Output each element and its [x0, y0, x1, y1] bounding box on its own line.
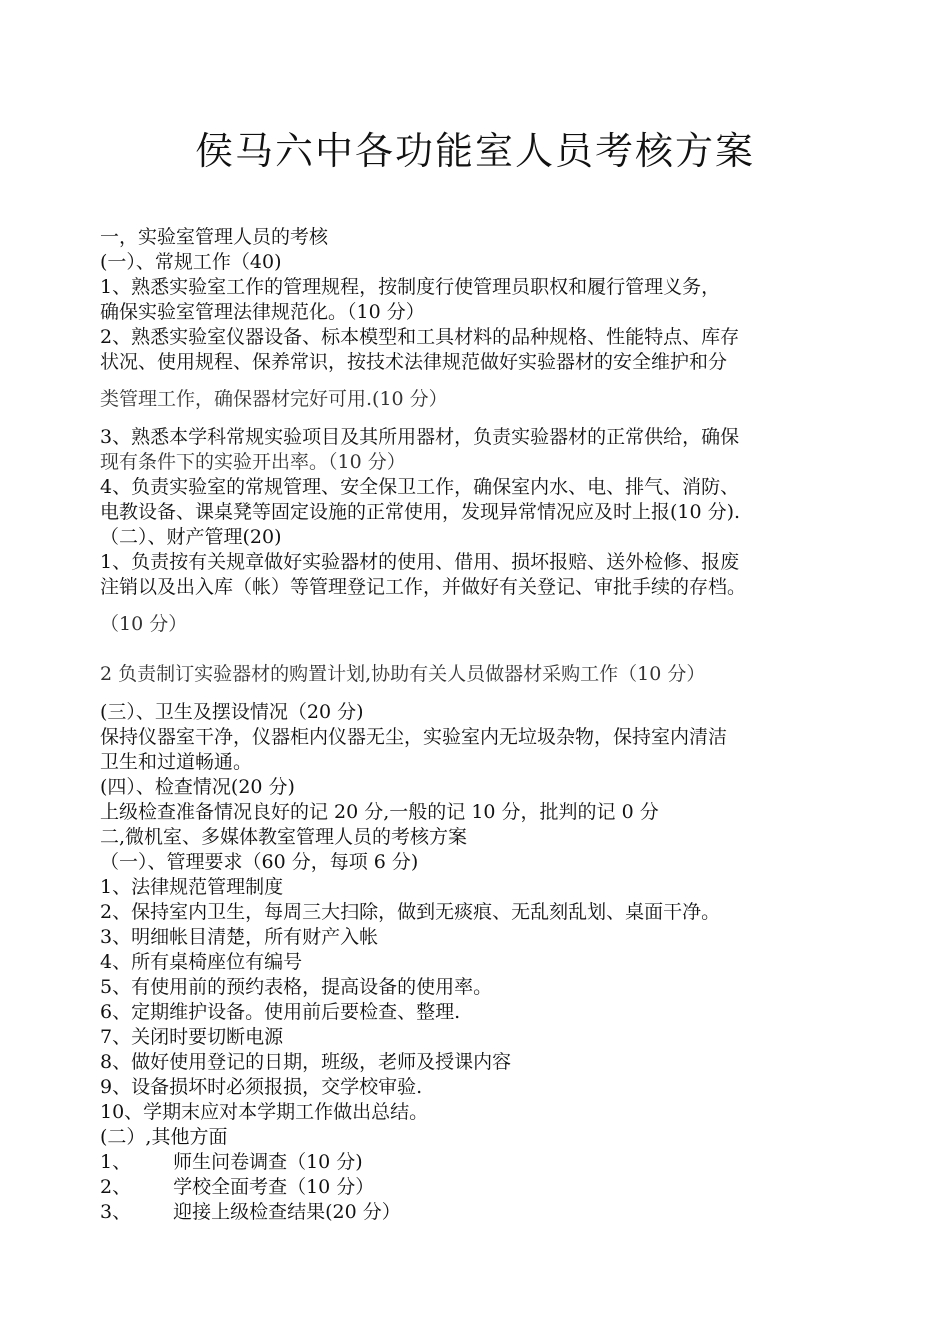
paragraph-line: 上级检查准备情况良好的记 20 分,一般的记 10 分，批判的记 0 分: [100, 801, 659, 823]
subsection-heading: (二）,其他方面: [100, 1126, 228, 1148]
list-item: 10、学期末应对本学期工作做出总结。: [100, 1101, 429, 1123]
subsection-heading: （一）、管理要求（60 分，每项 6 分): [100, 851, 419, 873]
section-heading-1: 一，实验室管理人员的考核: [100, 226, 329, 248]
paragraph-line: 1、熟悉实验室工作的管理规程，按制度行使管理员职权和履行管理义务，: [100, 276, 721, 298]
paragraph-line: 保持仪器室干净，仪器柜内仪器无尘，实验室内无垃圾杂物，保持室内清洁: [100, 726, 728, 748]
paragraph-line: 电教设备、课桌凳等固定设施的正常使用，发现异常情况应及时上报(10 分).: [100, 501, 741, 523]
list-item: 3、明细帐目清楚，所有财产入帐: [100, 926, 379, 948]
list-item: 4、所有桌椅座位有编号: [100, 951, 303, 973]
list-item: 5、有使用前的预约表格，提高设备的使用率。: [100, 976, 493, 998]
list-item-number: 3、: [100, 1201, 132, 1223]
list-item-text: 学校全面考查（10 分）: [173, 1176, 375, 1198]
subsection-heading: （二）、财产管理(20): [100, 526, 282, 548]
paragraph-line: 卫生和过道畅通。: [100, 751, 253, 773]
paragraph-line: （10 分）: [100, 613, 188, 635]
paragraph-line: 状况、使用规程、保养常识，按技术法律规范做好实验器材的安全维护和分: [100, 351, 728, 373]
list-item-number: 1、: [100, 1151, 132, 1173]
paragraph-line: 2、熟悉实验室仪器设备、标本模型和工具材料的品种规格、性能特点、库存: [100, 326, 740, 348]
paragraph-line: 3、熟悉本学科常规实验项目及其所用器材，负责实验器材的正常供给，确保: [100, 426, 740, 448]
paragraph-line: 类管理工作，确保器材完好可用.(10 分）: [100, 388, 448, 410]
subsection-heading: (四）、检查情况(20 分): [100, 776, 295, 798]
list-item-text: 师生问卷调查（10 分): [173, 1151, 363, 1173]
paragraph-line: 1、负责按有关规章做好实验器材的使用、借用、损坏报赔、送外检修、报废: [100, 551, 740, 573]
list-item-number: 2、: [100, 1176, 132, 1198]
list-item: 6、定期维护设备。使用前后要检查、整理.: [100, 1001, 461, 1023]
list-item-text: 迎接上级检查结果(20 分）: [173, 1201, 401, 1223]
paragraph-line: 注销以及出入库（帐）等管理登记工作，并做好有关登记、审批手续的存档。: [100, 576, 747, 598]
paragraph-line: 确保实验室管理法律规范化。（10 分）: [100, 301, 425, 323]
list-item: 1、法律规范管理制度: [100, 876, 284, 898]
list-item: 7、关闭时要切断电源: [100, 1026, 284, 1048]
list-item: 8、做好使用登记的日期，班级，老师及授课内容: [100, 1051, 512, 1073]
paragraph-line: 2 负责制订实验器材的购置计划,协助有关人员做器材采购工作（10 分）: [100, 663, 706, 685]
paragraph-line: 现有条件下的实验开出率。（10 分）: [100, 451, 406, 473]
subsection-heading: (一）、常规工作（40): [100, 251, 282, 273]
paragraph-line: 4、负责实验室的常规管理、安全保卫工作，确保室内水、电、排气、消防、: [100, 476, 740, 498]
list-item: [100, 1150, 870, 1174]
page-title: 侯马六中各功能室人员考核方案: [194, 129, 755, 173]
subsection-heading: (三）、卫生及摆设情况（20 分): [100, 701, 364, 723]
list-item: [100, 1175, 870, 1199]
section-heading-2: 二,微机室、多媒体教室管理人员的考核方案: [100, 826, 468, 848]
list-item: 9、设备损坏时必须报损，交学校审验.: [100, 1076, 423, 1098]
list-item: 2、保持室内卫生，每周三大扫除，做到无痰痕、无乱刻乱划、桌面干净。: [100, 901, 721, 923]
list-item: [100, 1200, 870, 1224]
